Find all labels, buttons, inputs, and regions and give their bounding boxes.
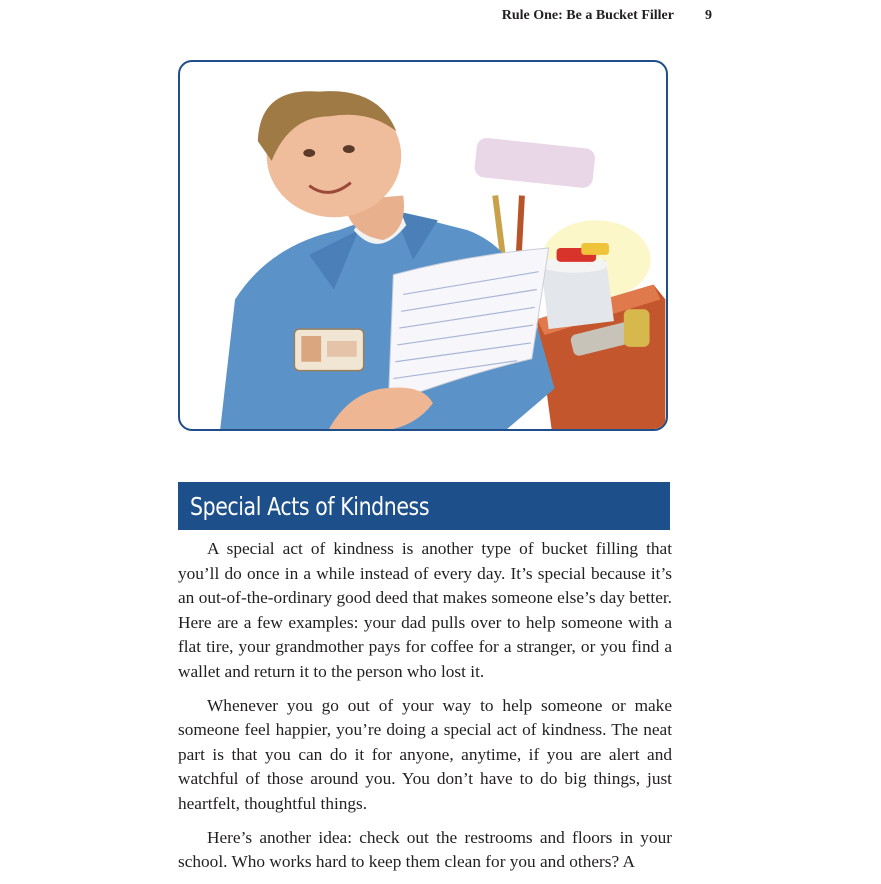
section-title: Special Acts of Kindness [190,491,430,521]
running-head [430,6,712,26]
janitor-illustration [180,62,666,429]
illustration-frame [178,60,668,431]
paragraph: Here’s another idea: check out the restrooms and floors in your school. Who works hard to keep them clean for you and others? A [178,827,672,872]
paragraph: A special act of kindness is another type of bucket filling that you’ll do once in a while instead of every day. It’s special because it’s an out-of-the-ordinary good deed that makes someone else’s day better. Here are a few examples: your dad pulls over to help someone with a flat tire, your grandmother pays for coffee for a stranger, or you find a wallet and return it to the person who lost it. [178,539,672,681]
page-number: 9 [705,8,712,23]
section-banner [178,482,670,530]
running-head-title: Rule One: Be a Bucket Filler [501,8,674,23]
paragraph: Whenever you go out of your way to help someone or make someone feel happier, you’re doing a special act of kindness. The neat part is that you can do it for anyone, anytime, if you are alert and watchful of those around you. You don’t have to do big things, just heartfelt, thoughtful things. [178,695,672,813]
body-text [178,537,672,884]
